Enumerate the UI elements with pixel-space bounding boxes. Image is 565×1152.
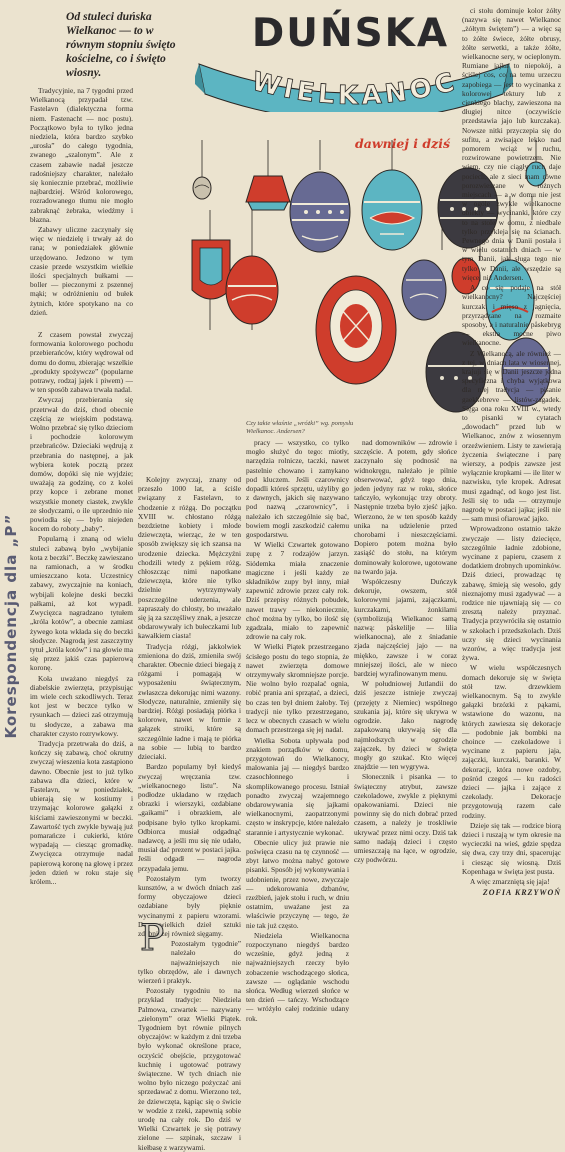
egg-bell bbox=[246, 176, 290, 210]
col2-para-6: Pozostały tygodniu to na przykład tradycje: Niedziela Palmowa, czwartek — nazywany „zielonym” oraz Wielki Piątek. Tygodniem byt równie pilnych obyczajów: w każdym z dni trzeba było wykonać określone prace, oczyścić obejście, przygotować kuchnię i ugotować potrawy świąteczne. W tych dniach nie wolno było niczego pożyczać ani sprzedawać z domu. Wierzono też, że dziewczęta, kąpiąc się o świcie w wodzie z rzeki, zapewnią sobie urodę na cały rok. Do dziś w Wielki Czwartek je się potrawy zielone — szpinak, szczaw i kiełbasę z warzywami. bbox=[138, 986, 241, 1152]
drop-cap: P bbox=[140, 918, 165, 960]
egg-small-left bbox=[193, 177, 211, 199]
col1-para-6: Koła uważano niegdyś za diabelskie zwierzęta, przypisując im wiele cech szkodliwych. Teraz kot jest w beczce tylko w rysunkach — dzieci zaś otrzymują tu słodycze, a zabawa ma charakter czysto rozrywkowy. bbox=[30, 673, 133, 738]
column-1-lower bbox=[30, 330, 133, 886]
col3-para-4: Wielka Sobota upływała pod znakiem porządków w domu, przygotowań do Wielkanocy, malowania jaj — niegdyś bardzo czasochłonnego i skomplikowanego procesu. Istniał ponadto zwyczaj wzajemnego obdarowywania się jajkami wielkanocnymi, zaopatrzonymi często w inskrypcje, które należało starannie i artystycznie wykonać. bbox=[246, 735, 349, 837]
col3-para-6: Niedziela Wielkanocna rozpoczynano niegdyś bardzo wcześnie, gdyż jedną z najważniejszych rzeczy było zobaczenie wschodzącego słońca, zawsze — oglądanie wschodu słońca. Według wierzeń słońce w ten dzień — tańczy. Wschodzące — wróżyło całej rodzinie udany rok. bbox=[246, 930, 349, 1023]
column-1-upper bbox=[30, 86, 133, 326]
col5-para-2: A co się podaje na stół wielkanocny? Najczęściej kurczaki i mięso z jagnięcia, przyrządzane na rozmaite sposoby, a i naturalnie påskebryg — ekstra mocne piwo wielkanocne. bbox=[462, 283, 561, 348]
egg-red-mid bbox=[226, 256, 278, 324]
egg-purple-right bbox=[402, 260, 446, 320]
banner-word: WIELKANOC bbox=[248, 66, 462, 112]
col5-para-1: ci stołu dominuje kolor żółty (nazywa się nawet Wielkanoc „żółtym świętem”) — a więc są to żółte świece, żółte obrusy, żółte serwetki, a także żółte, wielkanocne sery, w ocieplonym. Rumiane jajka to niepokój, a ściślej cos, co na temu urzeczu zapobiega — jest to wycinanka z kolorowej tektury lub z cienkiego blachy, zawieszona na długiej nitce (oczywiście przedstawia jajo lub kurczaka). Nowsze nitki przyczepia się do sufitu, a zwisające lekko nad pomorem wciąż w ruchu, rozwirowane powietrzem. Nie wiem, czy nie ciągły ruch daje pociech, ale z sieci mam równe porozwieszane w różnych miejscach — a w domu nie jest w ogóle zwykle wielkanocne obiekty — wycinanki, które czy to na stole w domu, z niedbale tylko przykleja się na ścianach. Pewnego dnia w Danii postała i w wielu ostatnich dniach — w tym Danii, jak sługa tego nie tylko w Danii, ale wszędzie są więcej niż Andersen. bbox=[462, 6, 561, 282]
col4-para-2: Współczesny Duńczyk dekoruje, owszem, stół kolorowymi jajami, zajączkami, kurczakami, żonkilami (symbolizują Wielkanoc samą nazwą: påskelilje — lilia wielkanocna), ale z śniadanie zjada najczęściej jajo — na miękko, zawsze i w coraz mniejszej ilości, ale w nieco bardziej wyrafinowanym menu. bbox=[354, 577, 457, 679]
col3-para-2: W Wielki Czwartek gotowano zupę z 7 rodzajów jarzyn. Siódemka miała znaczenie magiczne i jeśli każdy ze składników zupy był inny, miał zapewnić zdrowie przez cały rok. Dziś przepisy różnych pobudek, nawet trawy — niekoniecznie, choć można by tylko, bo ilość się zgadzała, miało to zapewnić zdrowie na cały rok. bbox=[246, 540, 349, 642]
column-5 bbox=[462, 6, 561, 898]
col3-para-1: pracy — wszystko, co tylko mogło służyć do tego: miotły, narzędzia rolnicze, taczki, nawet pastelnie chowano i zamykano pod kluczem. Jeśli czarownicy dopadli któreś sprzętu, użyliby go z dawnych, jakich się nazywano pod nazwą „czarownicy”, i należało ich szczególnie się bać, bowiem mogli zaszkodzić całemu gospodarstwu. bbox=[246, 438, 349, 540]
headline: DUŃSKA bbox=[251, 11, 450, 56]
section-label: Korespondencja dla „P” bbox=[2, 513, 20, 739]
column-2 bbox=[138, 475, 241, 1152]
col1-para-5: Popularną i znaną od wielu stuleci zabawą było „wybijanie kota z beczki”. Beczkę zawieszano na ramionach, a w środku umieszczano kota. Uczestnicy zabawy, zwyczajnie na koniach, wybijali kolejne deski beczki pałkami, aż kot wypadł. Zwycięzca nagradzano tytułem „króla kotów”, a obecnie zamiast żywego kota wkłada się do beczki słodycze. Nagrodą jest zaszczytny tytuł „króla kotów” i na głowie ma się przez jakiś czas papierową koronę. bbox=[30, 534, 133, 673]
egg-purple-large bbox=[290, 172, 350, 252]
col5-para-7: A więc zmarzniętą się jaja! bbox=[470, 877, 550, 887]
col5-para-3: Z Wielkanocą, ale również — z tej, w dniach lata w wiosennej, krajuji się w Danii jeszcze jedna specyficzna i chyba wyjątkowa dla niej tradycja — pisanie gaekkebreve — listów-zagadek. Sięga ona roku XVIII w., wtedy to pisanki w cytatach „dowodach” przed lub w Wielkanoc, znów z wiosennym orzeźwieniem. Listy te zawierają życzenia świąteczne i parę wierszy, a podpis zawsze jest wyłącznie kropkami — ile liter w nazwisku, tyle kropek. Adresat musi zgadnąć, od kogo jest list. Jeśli się to uda — otrzymuje nagrodę w postaci jajka; jeśli nie — sam musi ofiarować jajko. bbox=[462, 348, 561, 524]
col2-para-3: Bardzo popularny był kiedyś zwyczaj wręczania tzw. „wielkanocnego listu”. Na podłodze układano w rzędach obrazki i wierszyki, ozdabiane „gaikami” i obrazkiem, ale podpisane było tylko kropkami. Odbiorca musiał odgadnąć nadawcę, a jeśli mu się nie udało, musiał dać prezent w postaci jajka. Jeśli odgadł — nagroda przypadała jemu. bbox=[138, 762, 241, 873]
col1-para-4: Zwyczaj przebierania się przetrwał do dziś, chod obecnie częścią ze wiejskim podstawą. Wolno przebrać się tylko dzieciom i pochodzie kolorowym przebrańców. Dzieciaki wędrują z przebrania do następnej, a jak wybiera kotek pocztą przez domów, dopóki się nie wyjdzie; uważają za godzinę, co z kolei przy kopce i zebrane monet wszystkie monety ciastek, zwykle ze słodyczami, o ile uprzednio nie powiodła się — było niejeden kocem do roboty „baby”. bbox=[30, 395, 133, 534]
col5-para-5: W wielu współczesnych domach dekoruje się w święta stół tzw. drzewkiem wielkanocnym. Są to zwykle gałązki brzózki z pąkami, wstawione do wazonu, na których zawiesza się dekoracje — podobnie jak bombki na choince — czekoladowe i wycinane z papieru jaja, zajączki, kurczaki, baranki. W dekoracji, która nowe ozdoby, pośród czegoś — ku radości dzieci — jajka i zające z czekolady. Dekoracje przygotowują razem całe rodziny. bbox=[462, 663, 561, 820]
col1-para-1: Tradycyjnie, na 7 tygodni przed Wielkanocą przypadał tzw. Fastelavn (dialektyczna forma niem. Fastenacht — noc postu). Początkowo była to tylko jedna niedziela, która bardzo szybko „urosła” do całego tygodnia, zwanego „szalonym”. Ale z czasem zabawie nadał jeszcze radośniejszy charakter, należało się koniecznie przebrać, możliwie najbardziej. Wśród kolorowego, rozradowanego tłumu nie mogło zabraknąć żebraka, wiedźmy i błazna. bbox=[30, 86, 133, 224]
column-4 bbox=[354, 438, 457, 865]
col2-para-4: Pozostałym tym tworzy kunsztów, a w dwóch dniach zaś formy obyczajowe dzieci ozdabiane były pięknie wycinanymi z papieru wzorami. Do wielkich dzieł sztuki zdobniczej również sięgamy. bbox=[138, 873, 241, 938]
column-3 bbox=[246, 438, 349, 1023]
col2-para-1: Kolejny zwyczaj, znany od przeszło 1000 lat, a ściśle związany z Fastelavn, to chodzenie z różgą. Do początku XVIII w. chłostano różgą bezdzietne kobiety i młode dziewczęta, wierząc, że w ten sposób zwiększy się ich szansa na urodzenie dziecka. Mężczyźni chodzili wtedy z pękiem różg, chłoszcząc nimi napotkane dziewczęta, które nie tylko dzielnie wytrzymywały poszczególne uderzenia, ale zapraszały do chłosty, bo uważało się ją za szczęśliwy znak, a jeszcze obdarowywały ich bułeczkami lub kawałkiem ciasta! bbox=[138, 475, 241, 641]
col4-para-4: Słonecznik i pisanka — to świąteczny atrybut, zawsze czekoladowe, zwykle z pięknymi opakowaniami. Dzieci nie powinny się do nich dobrać przed czasem, a należy je troskliwie ukrywać przez nimi oczy. Dziś tak samo nadają dzieci i często umieszczają na łące, w ogrodzie, czy podwórzu. bbox=[354, 772, 457, 865]
col2-para-2: Tradycja różgi, jakkolwiek zmieniona do dziś, zmieniła swój charakter. Obecnie dzieci biegają z różgami i pomagają w wyposażeniu świątecznym, zwłaszcza dekorując nimi wazony. Słodycze, naturalnie, zmieniły się bardziej. Różgi posiadają piórka i kolorowe, nawet w formie z gałązek stroiki, które są szczególnie ładne i mają te piórka na sobie — lubią to bardzo dzieciaki. bbox=[138, 641, 241, 762]
col5-para-4: Wprowadzono ostatnio także zwyczaje — listy dziecięce, szczególnie ładnie zdobione, wycinane z papieru, czasem z dodatkiem drobnych upominków. Dziś dzieci, prowadząc tę zabawę, śmieją się wesoło, gdy nieznajomy musi zgadywać — a rodzice nie ujawniają się — co zresztą należy przyznać. Tradycja przywróciła się ostatnio w szkołach i przedszkolach. Dziś uczy się dzieci wycinania wzorów, a więc tradycja jest żywa. bbox=[462, 524, 561, 663]
col3-para-3: W Wielki Piątek przestrzegano ścisłego postu do tego stopnia, że nawet zwierzęta domowe otrzymywały skromniejsze porcje. Nie wolno było rozpalać ognia, robić prania ani sprzątać, a dzieci, bo czas ten był dniem żałoby. Tej tradycji nie tylko przestrzegano, lecz w obecnych czasach w wielu domach przestrzega się jej nadal. bbox=[246, 642, 349, 735]
author-signature: ZOFIA KRZYWOŃ bbox=[482, 888, 561, 898]
col2-para-5: Pozostałym tygodnie” należało do najważniejszych nie tylko obrzędów, ale i dawnych wierzeń i praktyk. bbox=[138, 939, 241, 985]
col1-para-3: Z czasem powstał zwyczaj formowania kolorowego pochodu przebierańców, który wędrował od domu do domu, zbierając wszelkie „produkty spożywcze” (popularne potrawy, rodzaj jajek i piwem) — w ten sposób zabawa trwała nadal. bbox=[30, 330, 133, 395]
egg-turquoise-large bbox=[362, 170, 422, 250]
col1-para-2: Zabawy uliczne zaczynały się więc w niedzielę i trwały aż do rana; w poniedziałek głównie urzędowano. Jedzono w tym czasie przede wszystkim wielkie ilości specjalnych bułkami — boller — pieczonymi z pszennej mąki; w odróżnieniu od bułek żytnich, które spotykano na co dzień. bbox=[30, 225, 133, 317]
illustration-caption: Czy takie właśnie „wróżki” wg. pomysłu Wielkanoc. Andersen? bbox=[246, 420, 354, 435]
col1-para-7: Tradycja przetrwała do dziś, a kończy się zabawą, choć okrutny zwyczaj wieszenia kota zastąpiono dawno. Obecnie jest to już tylko zabawa dla dzieci, które w Fastelavn, w poniedziałek, ubierają się w kostiumy i trzymając kolorowe gałązki z kiściami zawieszonymi w beczki. Zawartość tych zwykle bywają już pomarańcze i cukierki, które wypadają — ciesząc gromadkę. Zwycięzca otrzymuje nadal papierową koronę na głowę i przez jeden dzień w roku staje się królem... bbox=[30, 738, 133, 886]
lead-paragraph: Od stuleci duńska Wielkanoc — to w równym stopniu święto kościelne, co i święto wiosny. bbox=[66, 10, 176, 79]
col4-para-3: W południowej Jutlandii do dziś jeszcze istnieje zwyczaj (przejęty z Niemiec) wspólnego szukania jaj, które się ukrywa w ogrodzie. Jako nagrodę zapakowaną ukrywają się dla najmłodszych w ogrodzie zajączek, by dzieci w święta mogły go szukać. Kto więcej znajdzie — ten wygrywa. bbox=[354, 679, 457, 772]
subtitle: dawniej i dziś bbox=[355, 136, 450, 151]
egg-red-center bbox=[316, 276, 396, 384]
egg-frame-left bbox=[192, 240, 230, 299]
col3-para-5: Obecnie ulicy już prawie nie poświęca czasu na tę czynność — zbyt łatwo można nabyć gotowe pisanki. Sposób jej wykonywania i udobnienie, przez nowe, zwyczaje — udekorowania dzbanów, rzeźbień, jajek stołu i ruch, w dniu ostatnim, uważane jest za właściwie przyczynę — tego, że nie tak już często. bbox=[246, 837, 349, 930]
col4-para-1: nad domowników — zdrowie i szczęście. A potem, gdy słońce zaczynało się podnosić na widnokręgu, należało je pilnie obserwować, gdyż tego dnia, jeden jedyny raz w roku, słońce tańczyło, wykonując trzy obroty. Następnie trzeba było zjeść jajko. Wierzono, że w ten sposób każdy unika na udzielenie przed chorobami i nieszczęściami. Dopiero potem można było zasiąść do stołu, na którym dominowały kolorowe, ugotowane na twardo jaja. bbox=[354, 438, 457, 576]
col5-para-6: Dzieje się tak — rodzice biorą dzieci i ruszają w tym okresie na wycieczki na wieś, gdzie spędza się dwa, czy trzy dni, spacerując i ciesząc się wiosną. Dziś Kopenhaga w święta jest pusta. bbox=[462, 820, 561, 876]
